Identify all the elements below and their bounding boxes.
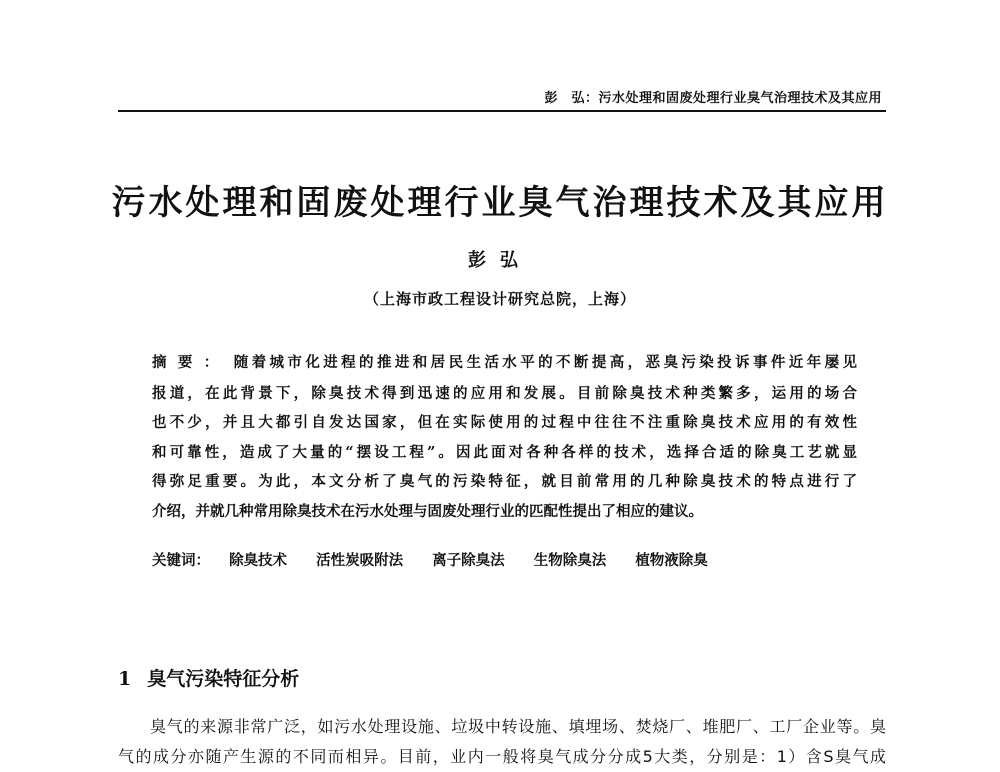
abstract-line: 和可靠性，造成了大量的“摆设工程”。因此面对各种各样的技术，选择合适的除臭工艺就显 [152, 443, 857, 461]
keyword-item: 离子除臭法 [432, 552, 505, 569]
section-heading [118, 664, 299, 691]
section-number: 1 [118, 668, 132, 690]
body-paragraph [118, 712, 886, 772]
keyword-item: 植物液除臭 [635, 552, 708, 569]
abstract-line [152, 348, 857, 379]
running-head: 彭 弘：污水处理和固废处理行业臭气治理技术及其应用 [544, 91, 882, 106]
keyword-item: 活性炭吸附法 [316, 552, 404, 569]
abstract [152, 348, 857, 526]
keywords [152, 549, 732, 570]
abstract-line: 介绍，并就几种常用除臭技术在污水处理与固废处理行业的匹配性提出了相应的建议。 [152, 502, 703, 520]
author-name: 彭弘 [468, 250, 532, 271]
author-affiliation: （上海市政工程设计研究总院，上海） [363, 290, 636, 308]
abstract-line: 报道，在此背景下，除臭技术得到迅速的应用和发展。目前除臭技术种类繁多，运用的场合 [152, 384, 857, 402]
keywords-label: 关键词： [152, 553, 210, 569]
keyword-item: 生物除臭法 [533, 552, 607, 569]
abstract-label: 摘要： [152, 355, 230, 371]
body-line: 气的成分亦随产生源的不同而相异。目前，业内一般将臭气成分分成5大类，分别是：1）含S臭气成 [118, 747, 886, 766]
abstract-text: 随着城市化进程的推进和居民生活水平的不断提高，恶臭污染投诉事件近年屡见 [233, 354, 857, 371]
keyword-item: 除臭技术 [229, 552, 288, 569]
article-title: 污水处理和固废处理行业臭气治理技术及其应用 [111, 183, 889, 223]
section-title: 臭气污染特征分析 [147, 668, 300, 690]
abstract-line: 也不少，并且大都引自发达国家，但在实际使用的过程中往往不注重除臭技术应用的有效性 [152, 414, 857, 431]
abstract-line: 得弥足重要。为此，本文分析了臭气的污染特征，就目前常用的几种除臭技术的特点进行了 [152, 473, 857, 490]
header-rule [118, 110, 886, 112]
body-line: 臭气的来源非常广泛，如污水处理设施、垃圾中转设施、填埋场、焚烧厂、堆肥厂、工厂企业等。臭 [150, 717, 886, 736]
